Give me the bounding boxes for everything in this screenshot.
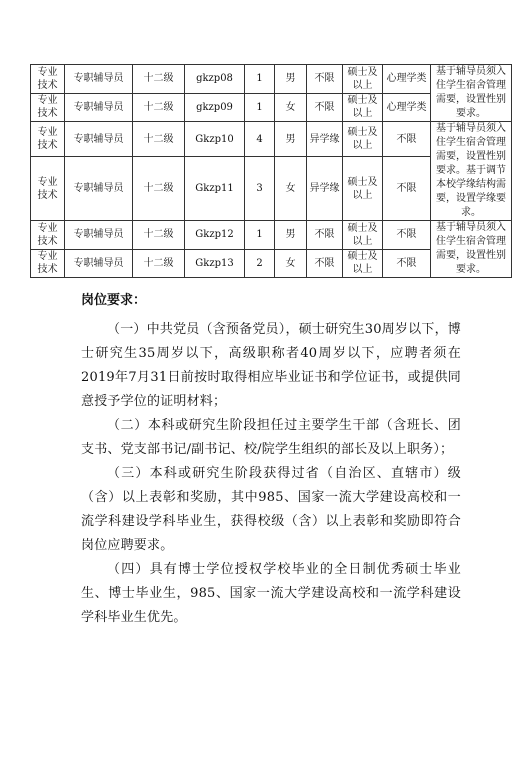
cell-position-name: 专职辅导员 bbox=[65, 65, 133, 94]
cell-category: 专业 技术 bbox=[31, 249, 65, 278]
cell-academic-origin: 不限 bbox=[307, 249, 343, 278]
cell-major: 不限 bbox=[383, 122, 431, 157]
cell-gender: 男 bbox=[275, 65, 307, 94]
requirement-item-3: （三）本科或研究生阶段获得过省（自治区、直辖市）级（含）以上表彰和奖励，其中985、国家一流大学建设高校和一流学科建设学科毕业生，获得校级（含）以上表彰和奖励即符合岗位应聘要求。 bbox=[81, 466, 461, 553]
table-body bbox=[31, 65, 512, 278]
cell-major: 不限 bbox=[383, 249, 431, 278]
cell-education: 硕士及 以上 bbox=[343, 122, 383, 157]
requirement-item-4: （四）具有博士学位授权学校毕业的全日制优秀硕士毕业生、博士毕业生，985、国家一流大学建设高校和一流学科建设学科毕业生优先。 bbox=[81, 562, 461, 625]
cell-gender: 女 bbox=[275, 249, 307, 278]
requirement-item-1: （一）中共党员（含预备党员），硕士研究生30周岁以下，博士研究生35周岁以下，高级职称者40周岁以下，应聘者须在2019年7月31日前按时取得相应毕业证书和学位证书，或提供同意授予学位的证明材料； bbox=[81, 322, 461, 409]
cell-academic-origin: 不限 bbox=[307, 65, 343, 94]
cell-category: 专业 技术 bbox=[31, 93, 65, 122]
cell-position-name: 专职辅导员 bbox=[65, 157, 133, 221]
requirement-item-2: （二）本科或研究生阶段担任过主要学生干部（含班长、团支书、党支部书记/副书记、校/院学生组织的部长及以上职务）； bbox=[81, 418, 461, 457]
requirements-heading: 岗位要求： bbox=[81, 293, 147, 308]
requirements-section bbox=[81, 289, 461, 630]
cell-gender: 女 bbox=[275, 157, 307, 221]
cell-category: 专业 技术 bbox=[31, 157, 65, 221]
cell-position-code: Gkzp13 bbox=[185, 249, 245, 278]
cell-headcount: 1 bbox=[245, 65, 275, 94]
cell-category: 专业 技术 bbox=[31, 122, 65, 157]
table-row bbox=[31, 65, 512, 94]
cell-headcount: 1 bbox=[245, 93, 275, 122]
cell-level: 十二级 bbox=[133, 65, 185, 94]
cell-position-name: 专职辅导员 bbox=[65, 221, 133, 250]
cell-position-name: 专职辅导员 bbox=[65, 122, 133, 157]
cell-education: 硕士及 以上 bbox=[343, 93, 383, 122]
cell-education: 硕士及 以上 bbox=[343, 221, 383, 250]
cell-level: 十二级 bbox=[133, 93, 185, 122]
position-table bbox=[30, 64, 512, 278]
cell-headcount: 1 bbox=[245, 221, 275, 250]
cell-major: 心理学类 bbox=[383, 93, 431, 122]
cell-level: 十二级 bbox=[133, 122, 185, 157]
cell-academic-origin: 不限 bbox=[307, 93, 343, 122]
cell-category: 专业 技术 bbox=[31, 65, 65, 94]
cell-position-name: 专职辅导员 bbox=[65, 249, 133, 278]
cell-remark: 基于辅导员须入住学生宿舍管理需要，设置性别要求。 bbox=[431, 65, 512, 122]
cell-major: 不限 bbox=[383, 157, 431, 221]
cell-headcount: 4 bbox=[245, 122, 275, 157]
cell-gender: 男 bbox=[275, 122, 307, 157]
cell-headcount: 2 bbox=[245, 249, 275, 278]
cell-position-code: Gkzp11 bbox=[185, 157, 245, 221]
cell-major: 心理学类 bbox=[383, 65, 431, 94]
cell-category: 专业 技术 bbox=[31, 221, 65, 250]
cell-level: 十二级 bbox=[133, 157, 185, 221]
cell-academic-origin: 异学缘 bbox=[307, 157, 343, 221]
cell-academic-origin: 不限 bbox=[307, 221, 343, 250]
cell-academic-origin: 异学缘 bbox=[307, 122, 343, 157]
cell-headcount: 3 bbox=[245, 157, 275, 221]
cell-level: 十二级 bbox=[133, 221, 185, 250]
cell-position-code: gkzp09 bbox=[185, 93, 245, 122]
cell-position-code: Gkzp12 bbox=[185, 221, 245, 250]
cell-remark: 基于辅导员须入住学生宿舍管理需要，设置性别要求。基于调节本校学缘结构需要，设置学缘要求。 bbox=[431, 122, 512, 221]
cell-education: 硕士及 以上 bbox=[343, 157, 383, 221]
cell-remark: 基于辅导员须入住学生宿舍管理需要，设置性别要求。 bbox=[431, 221, 512, 278]
table-row bbox=[31, 221, 512, 250]
cell-position-code: Gkzp10 bbox=[185, 122, 245, 157]
table-row bbox=[31, 122, 512, 157]
cell-gender: 女 bbox=[275, 93, 307, 122]
cell-education: 硕士及 以上 bbox=[343, 249, 383, 278]
cell-position-code: gkzp08 bbox=[185, 65, 245, 94]
cell-major: 不限 bbox=[383, 221, 431, 250]
cell-education: 硕士及 以上 bbox=[343, 65, 383, 94]
cell-level: 十二级 bbox=[133, 249, 185, 278]
cell-position-name: 专职辅导员 bbox=[65, 93, 133, 122]
cell-gender: 男 bbox=[275, 221, 307, 250]
